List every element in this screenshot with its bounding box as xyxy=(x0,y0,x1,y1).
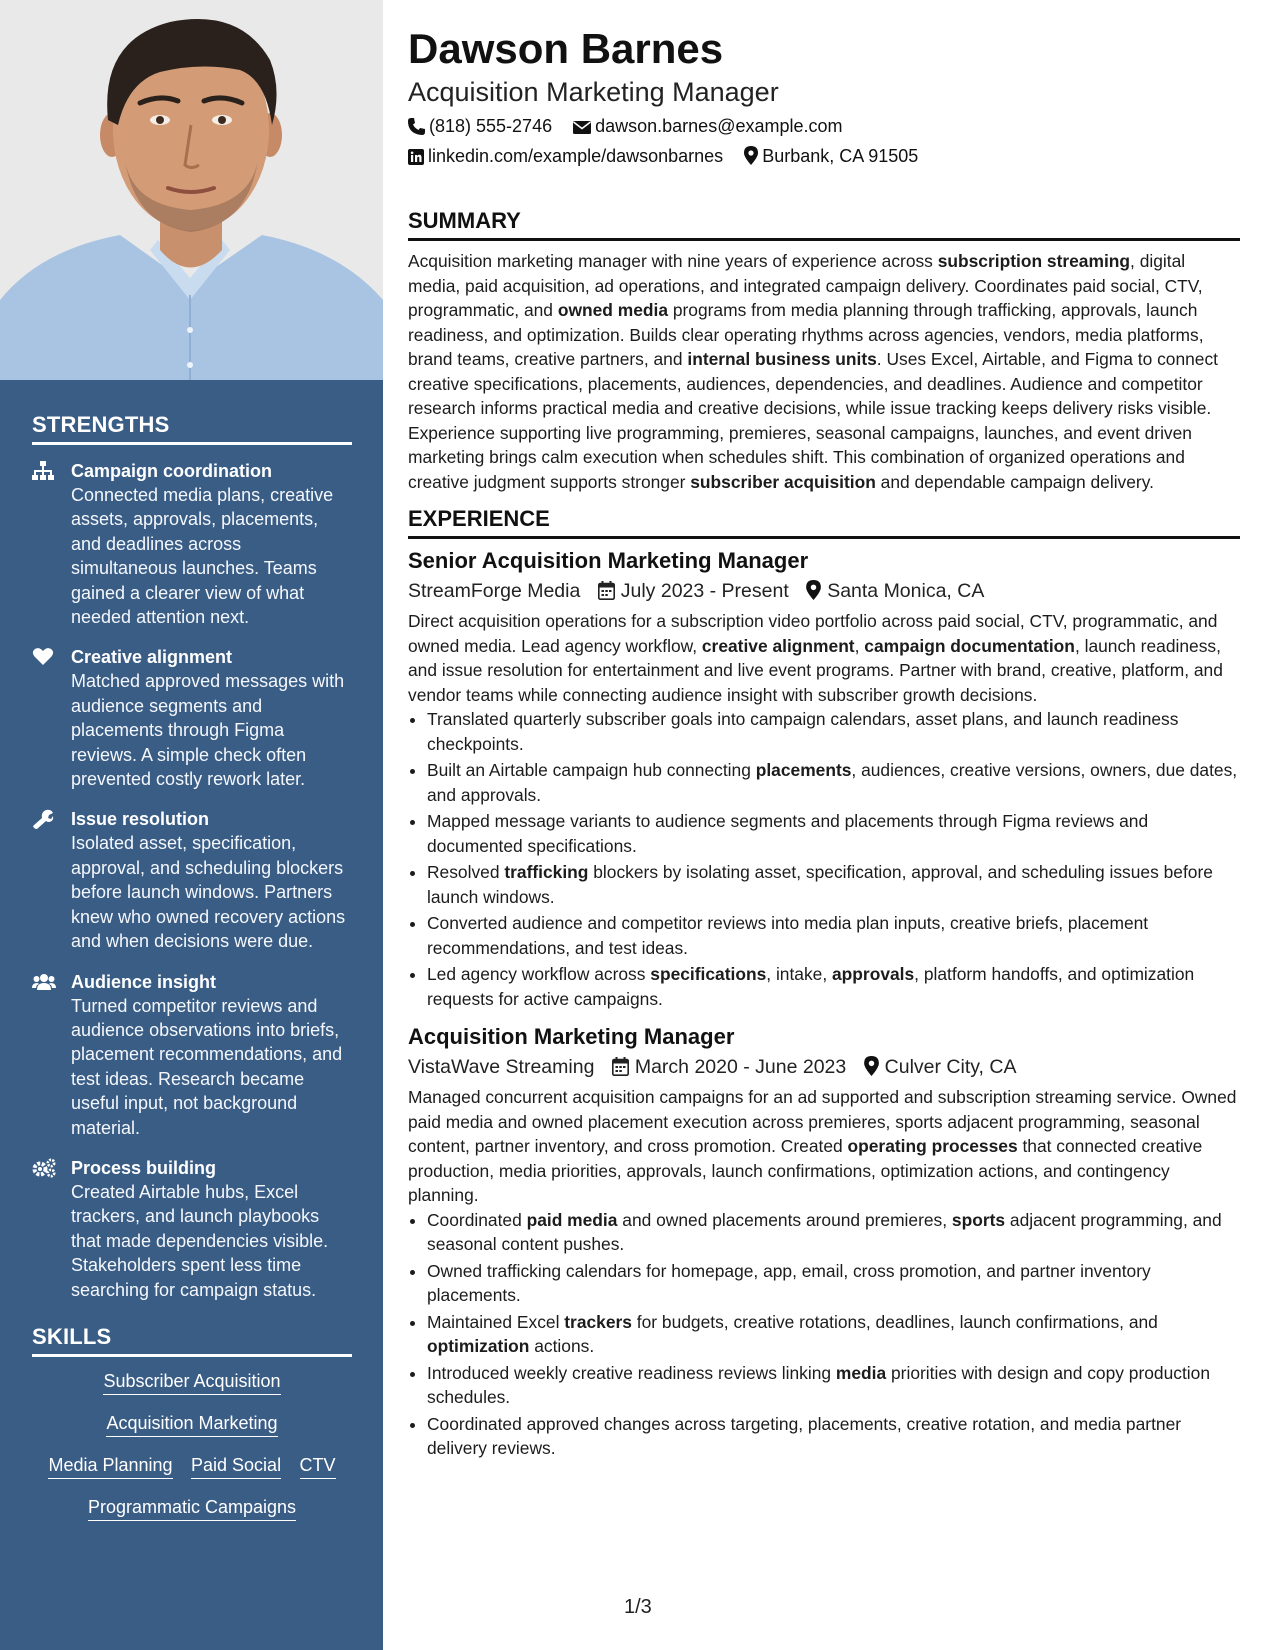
text-run: adjacent programming, and seasonal content pushes. xyxy=(427,1209,1222,1254)
strength-title: Process building xyxy=(71,1157,217,1178)
bullet-item xyxy=(427,1361,1240,1410)
phone-icon xyxy=(408,118,425,135)
strength-text: Isolated asset, specification, approval, and scheduling blockers before launch windows. Partners knew who owned recovery actions and when decisions were due. xyxy=(71,833,346,952)
job-title: Senior Acquisition Marketing Manager xyxy=(408,548,809,573)
strength-text: Connected media plans, creative assets, approvals, placements, and deadlines across simultaneous launches. Teams gained a clearer view of what needed attention next. xyxy=(71,485,334,628)
text-run: and dependable campaign delivery. xyxy=(875,471,1154,492)
text-run: , platform handoffs, and optimization requests for active campaigns. xyxy=(427,964,1195,1009)
job-description xyxy=(408,1085,1240,1208)
bold-text: internal business units xyxy=(687,349,877,369)
bullet-item xyxy=(427,707,1240,756)
bold-text: campaign documentation xyxy=(864,635,1075,656)
bold-text: operating processes xyxy=(847,1136,1018,1156)
gears-icon xyxy=(32,1158,54,1178)
users-icon xyxy=(32,972,54,992)
candidate-role: Acquisition Marketing Manager xyxy=(408,77,779,107)
strength-text: Matched approved messages with audience segments and placements through Figma reviews. A simple check often prevented costly rework later. xyxy=(71,671,345,790)
envelope-icon xyxy=(573,120,591,135)
bullet-item xyxy=(427,1412,1240,1461)
contact-line xyxy=(408,144,1240,168)
strength-item xyxy=(32,807,352,953)
text-run: , intake, xyxy=(766,964,833,984)
bold-text: owned media xyxy=(557,300,668,320)
linkedin-icon xyxy=(408,149,424,165)
candidate-name: Dawson Barnes xyxy=(408,25,724,72)
text-run: Managed concurrent acquisition campaigns for an ad supported and subscription streaming service. Owned paid media and owned placement execution across premieres, sports adjacent programming, seasonal content, partner inventory, and cross promotion. Created xyxy=(408,1087,1237,1156)
experience-heading: EXPERIENCE xyxy=(408,506,1240,539)
job-location-text: Santa Monica, CA xyxy=(827,580,985,602)
text-run: blockers by isolating asset, specification, approval, and scheduling issues before launch windows. xyxy=(427,862,1213,907)
calendar-icon xyxy=(598,581,615,600)
text-run: Built an Airtable campaign hub connecting xyxy=(427,760,756,780)
text-run: Acquisition marketing manager with nine years of experience across xyxy=(408,251,938,271)
text-run: , launch readiness, and issue resolution for entertainment and live event programs. Partner with brand, creative, platform, and vendor teams while connecting audience insight with subscriber growth decisions. xyxy=(408,635,1223,705)
phone-number: (818) 555-2746 xyxy=(429,116,553,136)
heart-icon xyxy=(32,647,54,667)
bold-text: sports xyxy=(951,1209,1006,1230)
bullet-item xyxy=(427,1310,1240,1359)
skill-tag: CTV xyxy=(300,1455,336,1479)
bullet-item xyxy=(427,911,1240,960)
text-run: , audiences, creative versions, owners, due dates, and approvals. xyxy=(427,760,1238,805)
job-company: StreamForge Media xyxy=(408,580,581,602)
text-run: Coordinated approved changes across targeting, placements, creative rotation, and media partner delivery reviews. xyxy=(427,1413,1182,1458)
skill-row xyxy=(32,1371,352,1395)
bullet-item xyxy=(427,962,1240,1011)
sidebar-content xyxy=(32,412,352,1539)
location-text: Burbank, CA 91505 xyxy=(762,146,919,166)
bold-text: trackers xyxy=(564,1311,632,1332)
job-bullets xyxy=(408,1208,1240,1461)
contact-phone[interactable] xyxy=(408,114,552,138)
skill-tag: Programmatic Campaigns xyxy=(88,1497,296,1521)
skill-row xyxy=(32,1455,352,1479)
portrait-image xyxy=(0,0,383,380)
bullet-item xyxy=(427,1259,1240,1308)
text-run: for budgets, creative rotations, deadlines, launch confirmations, and xyxy=(631,1311,1158,1332)
text-run: . Uses Excel, Airtable, and Figma to connect creative specifications, placements, audiences, dependencies, and deadlines. Audience and competitor research informs practical media and creative decisions, while issue tracking keeps delivery risks visible. Experience supporting live programming, premieres, seasonal campaigns, launches, and event driven marketing brings calm execution when schedules shift. This combination of organized operations and creative judgment supports stronger xyxy=(408,349,1218,492)
text-run: and owned placements around premieres, xyxy=(617,1209,952,1230)
skill-row xyxy=(32,1497,352,1521)
skill-tag: Subscriber Acquisition xyxy=(103,1371,280,1395)
experience-section xyxy=(408,506,1240,1461)
bold-text: approvals xyxy=(832,964,915,984)
bold-text: optimization xyxy=(427,1336,530,1356)
strength-item xyxy=(32,970,352,1140)
email-address: dawson.barnes@example.com xyxy=(595,116,843,136)
strength-title: Creative alignment xyxy=(71,647,233,668)
job-dates xyxy=(612,1053,846,1081)
strength-item xyxy=(32,459,352,629)
strength-text: Turned competitor reviews and audience observations into briefs, placement recommendations, and test ideas. Research became useful input, not background material. xyxy=(71,995,343,1138)
text-run: Mapped message variants to audience segments and placements through Figma reviews and documented specifications. xyxy=(427,811,1149,856)
bullet-item xyxy=(427,860,1240,909)
bold-text: placements xyxy=(755,760,852,780)
summary-section xyxy=(408,208,1240,494)
text-run: Owned trafficking calendars for homepage, app, email, cross promotion, and partner inventory placements. xyxy=(427,1260,1151,1305)
job-location-text: Culver City, CA xyxy=(884,1056,1017,1078)
skill-tag: Acquisition Marketing xyxy=(106,1413,277,1437)
text-run: , xyxy=(854,635,865,656)
bold-text: paid media xyxy=(526,1209,618,1230)
strength-text: Created Airtable hubs, Excel trackers, and launch playbooks that made dependencies visible. Stakeholders spent less time searching for campaign status. xyxy=(71,1181,329,1300)
job-entry xyxy=(408,1023,1240,1461)
map-pin-icon xyxy=(744,146,758,165)
strengths-heading: STRENGTHS xyxy=(32,412,352,445)
bullet-item xyxy=(427,809,1240,858)
map-pin-icon xyxy=(806,580,821,600)
main-content xyxy=(408,22,1240,1463)
sitemap-icon xyxy=(32,461,54,481)
job-bullets xyxy=(408,707,1240,1011)
skills-heading: SKILLS xyxy=(32,1324,352,1357)
job-company: VistaWave Streaming xyxy=(408,1056,595,1078)
page-number: 1/3 xyxy=(624,1596,652,1618)
job-title: Acquisition Marketing Manager xyxy=(408,1024,735,1049)
text-run: Coordinated xyxy=(427,1209,527,1230)
text-run: actions. xyxy=(529,1336,595,1356)
profile-photo xyxy=(0,0,383,380)
bullet-item xyxy=(427,758,1240,807)
strength-item xyxy=(32,645,352,791)
text-run: , digital media, paid acquisition, ad operations, and integrated campaign delivery. Coordinates paid social, CTV, programmatic, and xyxy=(408,251,1203,320)
text-run: Converted audience and competitor reviews into media plan inputs, creative briefs, placement recommendations, and test ideas. xyxy=(427,913,1149,958)
job-dates-text: July 2023 - Present xyxy=(620,580,789,602)
wrench-icon xyxy=(32,809,54,829)
strength-title: Campaign coordination xyxy=(71,461,273,481)
job-location xyxy=(864,1053,1017,1081)
contact-location xyxy=(744,144,918,168)
sidebar xyxy=(0,0,383,1650)
text-run: Led agency workflow across xyxy=(427,964,651,984)
job-meta xyxy=(408,1053,1240,1081)
text-run: priorities with design and copy production schedules. xyxy=(427,1362,1210,1407)
strength-item xyxy=(32,1156,352,1302)
job-entry xyxy=(408,547,1240,1011)
text-run: Maintained Excel xyxy=(427,1311,565,1332)
text-run: Direct acquisition operations for a subscription video portfolio across paid social, CTV, programmatic, and owned media. Lead agency workflow, xyxy=(408,611,1218,656)
bold-text: trafficking xyxy=(504,862,589,882)
bullet-item xyxy=(427,1208,1240,1257)
contact-linkedin[interactable] xyxy=(408,144,723,168)
bold-text: specifications xyxy=(650,964,767,984)
bold-text: media xyxy=(835,1362,887,1383)
job-dates xyxy=(598,577,789,605)
text-run: that connected creative production, media priorities, approvals, launch confirmations, optimization actions, and contingency planning. xyxy=(408,1136,1203,1205)
text-run: Introduced weekly creative readiness reviews linking xyxy=(427,1362,836,1383)
calendar-icon xyxy=(612,1057,629,1076)
job-location xyxy=(806,577,984,605)
job-dates-text: March 2020 - June 2023 xyxy=(634,1056,847,1078)
contact-line xyxy=(408,114,1240,138)
strength-title: Issue resolution xyxy=(71,809,210,830)
text-run: Resolved xyxy=(427,862,505,882)
bold-text: creative alignment xyxy=(701,635,855,656)
summary-heading: SUMMARY xyxy=(408,208,1240,241)
strength-title: Audience insight xyxy=(71,971,217,992)
text-run: programs from media planning through trafficking, approvals, launch readiness, and optimization. Builds clear operating rhythms across agencies, vendors, media platforms, brand teams, creative partners, and xyxy=(408,300,1204,369)
skill-row xyxy=(32,1413,352,1437)
contact-email[interactable] xyxy=(573,114,842,138)
job-meta xyxy=(408,577,1240,605)
bold-text: subscription streaming xyxy=(937,251,1131,271)
skill-tag: Media Planning xyxy=(48,1455,172,1479)
text-run: Translated quarterly subscriber goals into campaign calendars, asset plans, and launch readiness checkpoints. xyxy=(427,709,1179,754)
job-description xyxy=(408,609,1240,707)
map-pin-icon xyxy=(864,1056,879,1076)
summary-text xyxy=(408,249,1240,494)
linkedin-url: linkedin.com/example/dawsonbarnes xyxy=(428,146,724,166)
bold-text: subscriber acquisition xyxy=(690,471,876,492)
skill-tag: Paid Social xyxy=(191,1455,281,1479)
